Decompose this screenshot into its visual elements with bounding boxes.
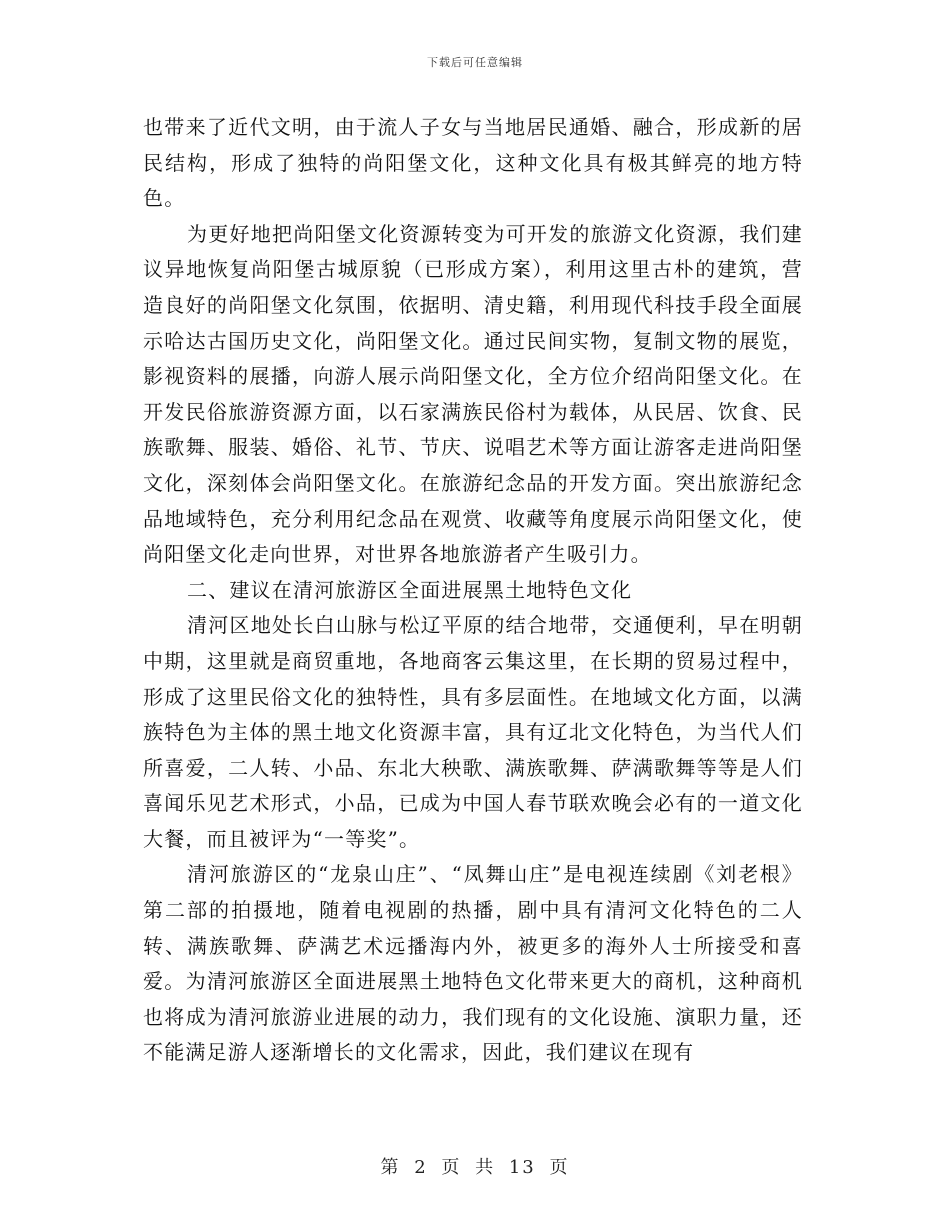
page-header: 下载后可任意编辑 — [427, 56, 523, 69]
paragraph-continuation: 也带来了近代文明，由于流人子女与当地居民通婚、融合，形成新的居民结构，形成了独特的尚阳堡文化，这种文化具有极其鲜亮的地方特色。 — [143, 115, 803, 211]
page-number-footer: 第 2 页 共 13 页 — [380, 1157, 570, 1178]
paragraph-qinghe-region: 清河区地处长白山脉与松辽平原的结合地带，交通便利，早在明朝中期，这里就是商贸重地，各地商客云集这里，在长期的贸易过程中，形成了这里民俗文化的独特性，具有多层面性。在地域文化方面，以满族特色为主体的黑土地文化资源丰富，具有辽北文化特色，为当代人们所喜爱，二人转、小品、东北大秧歌、满族歌舞、萨满歌舞等等是人们喜闻乐见艺术形式，小品，已成为中国人春节联欢晚会必有的一道文化大餐，而且被评为“一等奖”。 — [143, 613, 803, 851]
paragraph-qinghe-tourism: 清河旅游区的“龙泉山庄”、“凤舞山庄”是电视连续剧《刘老根》第二部的拍摄地，随着电视剧的热播，剧中具有清河文化特色的二人转、满族歌舞、萨满艺术远播海内外，被更多的海外人士所接受和喜爱。为清河旅游区全面进展黑土地特色文化带来更大的商机，这种商机也将成为清河旅游业进展的动力，我们现有的文化设施、演职力量，还不能满足游人逐渐增长的文化需求，因此，我们建议在现有 — [143, 862, 803, 1065]
paragraph-shangyangbao-proposal: 为更好地把尚阳堡文化资源转变为可开发的旅游文化资源，我们建议异地恢复尚阳堡古城原貌（已形成方案），利用这里古朴的建筑，营造良好的尚阳堡文化氛围，依据明、清史籍，利用现代科技手段全面展示哈达古国历史文化，尚阳堡文化。通过民间实物，复制文物的展览，影视资料的展播，向游人展示尚阳堡文化，全方位介绍尚阳堡文化。在开发民俗旅游资源方面，以石家满族民俗村为载体，从民居、饮食、民族歌舞、服装、婚俗、礼节、节庆、说唱艺术等方面让游客走进尚阳堡文化，深刻体会尚阳堡文化。在旅游纪念品的开发方面。突出旅游纪念品地域特色，充分利用纪念品在观赏、收藏等角度展示尚阳堡文化，使尚阳堡文化走向世界，对世界各地旅游者产生吸引力。 — [143, 221, 803, 567]
section-heading-qinghe: 二、建议在清河旅游区全面进展黑土地特色文化 — [187, 577, 633, 602]
document-body — [143, 110, 803, 1071]
